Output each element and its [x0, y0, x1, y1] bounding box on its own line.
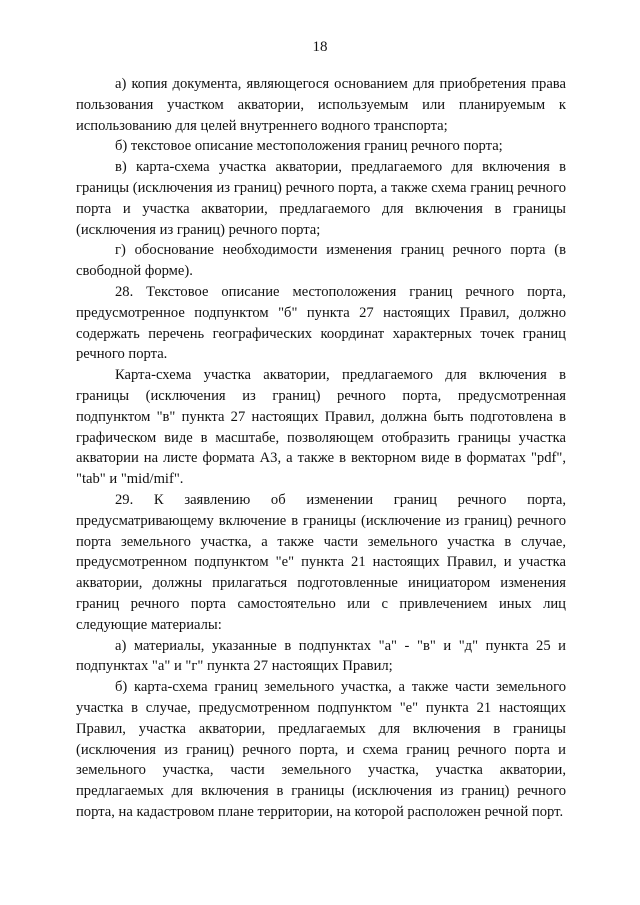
paragraph-29: 29. К заявлению об изменении границ речного порта, предусматривающему включение в границы (исключение из границ) речного порта земельного участка, а также части земельного участка в случае, предусмотренном подпунктом "е" пункта 21 настоящих Правил, и участка акватории, должны прилагаться подготовленные инициатором изменения границ речного порта самостоятельно или с привлечением иных лиц следующие материалы: — [76, 491, 566, 633]
paragraph-27b: б) текстовое описание местоположения границ речного порта; — [115, 138, 503, 155]
paragraph-29b: б) карта-схема границ земельного участка, а также части земельного участка в случае, предусмотренном подпунктом "е" пункта 21 настоящих Правил, участка акватории, предлагаемых для включения в границы (исключения из границ) речного порта, и схема границ речного порта и земельного участка, части земельного участка, участка акватории, предлагаемых для включения в границы (исключения из границ) речного порта, на кадастровом плане территории, на которой расположен речной порт. — [76, 679, 566, 820]
paragraph-27c: в) карта-схема участка акватории, предлагаемого для включения в границы (исключения из границ) речного порта, а также схема границ речного порта и участка акватории, предлагаемого для включения в границы (исключения из границ) речного порта; — [76, 159, 566, 238]
document-body — [76, 74, 566, 823]
paragraph-28: 28. Текстовое описание местоположения границ речного порта, предусмотренное подпунктом "б" пункта 27 настоящих Правил, должно содержать перечень географических координат характерных точек границ речного порта. — [76, 283, 566, 363]
page-number: 18 — [312, 39, 328, 55]
paragraph-27a: а) копия документа, являющегося основанием для приобретения права пользования участком акватории, используемым или планируемым к использованию для целей внутреннего водного транспорта; — [76, 76, 566, 134]
paragraph-27d: г) обоснование необходимости изменения границ речного порта (в свободной форме). — [76, 242, 566, 280]
paragraph-28-map-scheme: Карта-схема участка акватории, предлагаемого для включения в границы (исключения из границ) речного порта, предусмотренная подпунктом "в" пункта 27 настоящих Правил, должна быть подготовлена в графическом виде в масштабе, позволяющем отобразить границы участка акватории на листе формата А3, а также в векторном виде в форматах "pdf", "tab" и "mid/mif". — [76, 367, 566, 488]
paragraph-29a: а) материалы, указанные в подпунктах "а" - "в" и "д" пункта 25 и подпунктах "а" и "г" пункта 27 настоящих Правил; — [76, 637, 566, 675]
